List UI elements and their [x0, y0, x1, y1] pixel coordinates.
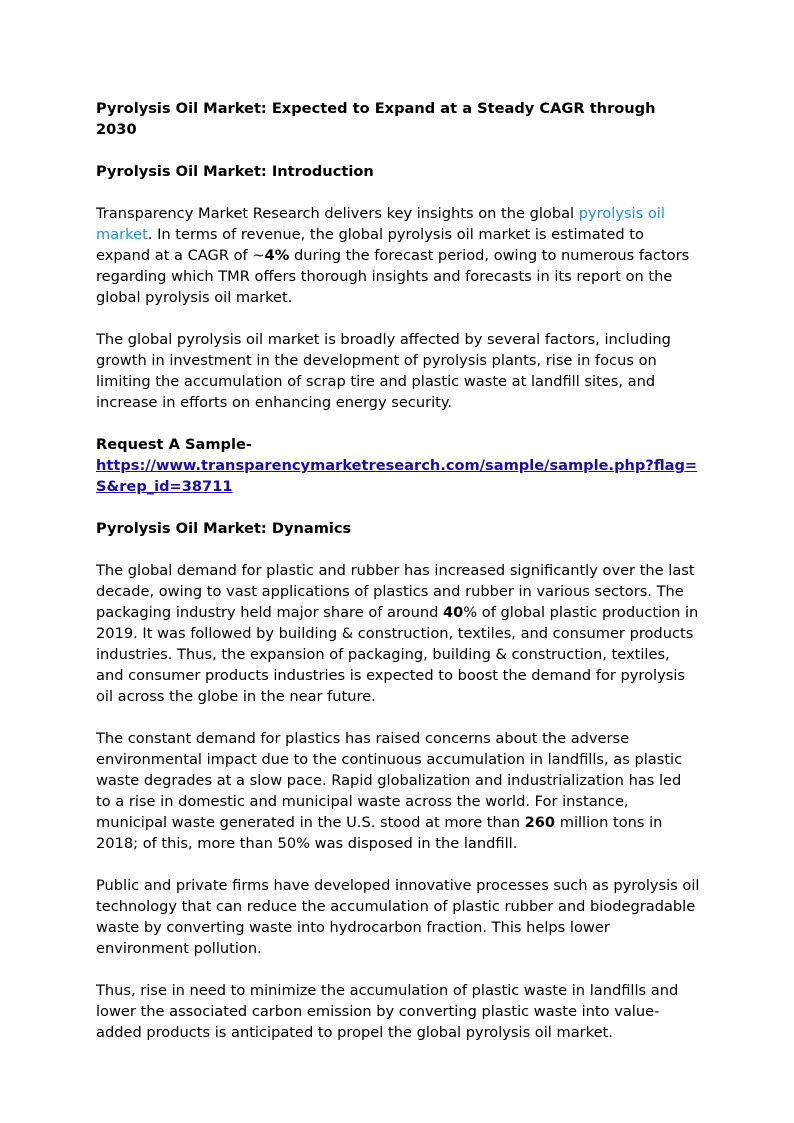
dynamics-paragraph-1 [96, 560, 700, 707]
dyn-p2-text-b: million tons in 2018; of this, more than 50% was disposed in the landfill. [96, 814, 663, 852]
municipal-waste-value: 260 [524, 814, 556, 831]
dyn-p1-text-a: The global demand for plastic and rubber has increased significantly over the last decade, owing to vast applications of plastics and rubber in various sectors. The packaging industry held major share of around [96, 562, 695, 621]
dynamics-heading: Pyrolysis Oil Market: Dynamics [96, 520, 352, 537]
intro-paragraph-1 [96, 203, 700, 308]
intro-p1-text-c: during the forecast period, owing to numerous factors regarding which TMR offers thorough insights and forecasts in its report on the global pyrolysis oil market. [96, 247, 690, 306]
document-title: Pyrolysis Oil Market: Expected to Expand at a Steady CAGR through 2030 [96, 100, 656, 138]
intro-paragraph-2: The global pyrolysis oil market is broadly affected by several factors, including growth in investment in the development of pyrolysis plants, rise in focus on limiting the accumulation of scrap tire and plastic waste at landfill sites, and increase in efforts on enhancing energy security. [96, 331, 671, 411]
request-sample-label: Request A Sample- [96, 436, 252, 453]
document-page [96, 98, 700, 1064]
intro-heading: Pyrolysis Oil Market: Introduction [96, 163, 374, 180]
request-sample-link[interactable]: https://www.transparencymarketresearch.com/sample/sample.php?flag=S&rep_id=38711 [96, 457, 698, 495]
packaging-share-value: 40 [442, 604, 464, 621]
dynamics-paragraph-4: Thus, rise in need to minimize the accumulation of plastic waste in landfills and lower the associated carbon emission by converting plastic waste into value-added products is anticipated to propel the global pyrolysis oil market. [96, 982, 679, 1041]
dyn-p1-text-b: % of global plastic production in 2019. It was followed by building & construction, textiles, and consumer products industries. Thus, the expansion of packaging, building & construction, textiles, and consumer products industries is expected to boost the demand for pyrolysis oil across the globe in the near future. [96, 604, 699, 705]
intro-p1-text-a: Transparency Market Research delivers key insights on the global [96, 205, 579, 222]
pyrolysis-oil-market-link[interactable]: pyrolysis oil market [96, 205, 665, 243]
dynamics-paragraph-3: Public and private firms have developed innovative processes such as pyrolysis oil technology that can reduce the accumulation of plastic rubber and biodegradable waste by converting waste into hydrocarbon fraction. This helps lower environment pollution. [96, 877, 700, 957]
dyn-p2-text-a: The constant demand for plastics has raised concerns about the adverse environmental impact due to the continuous accumulation in landfills, as plastic waste degrades at a slow pace. Rapid globalization and industrialization has led to a rise in domestic and municipal waste across the world. For instance, municipal waste generated in the U.S. stood at more than [96, 730, 683, 831]
intro-p1-text-b: . In terms of revenue, the global pyrolysis oil market is estimated to expand at a CAGR of ~ [96, 226, 644, 264]
request-sample-block [96, 434, 700, 497]
cagr-value: 4% [264, 247, 290, 264]
dynamics-paragraph-2 [96, 728, 700, 854]
